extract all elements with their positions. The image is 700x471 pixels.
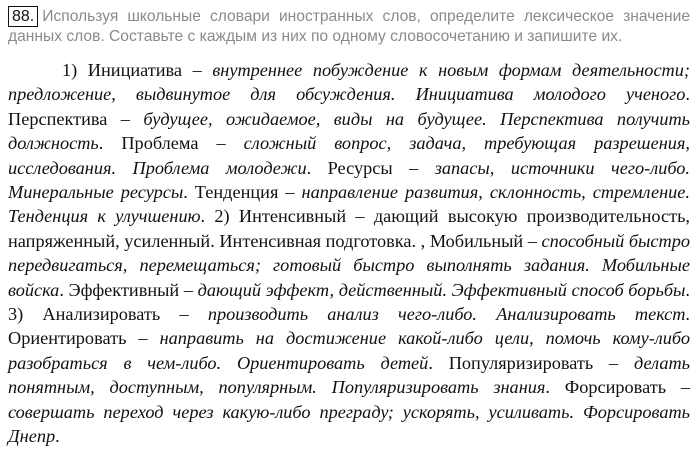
definition-text: сложный вопрос, задача, требующая разрешения, исследования. Проблема молодежи xyxy=(8,133,690,178)
definition-text: дающий эффект, действенный. Эффективный способ борьбы xyxy=(197,279,686,300)
definition-text: делать понятным, доступным, популярным. Популяризировать знания xyxy=(8,352,690,398)
term-text: . Перспектива – xyxy=(8,84,690,129)
definition-text: совершать переход через какую-либо преграду; ускорять, усиливать. Форсировать Днепр xyxy=(8,401,690,447)
definition-text: направление развития, склонность, стремление. Тенденция к улучшению xyxy=(8,182,690,227)
term-text: . Тенденция – xyxy=(183,182,302,203)
task-text: Используя школьные словари иностранных слов, определите лексическое значение данных слов. Составьте с каждым из них по одному словосочетанию и запишите их. xyxy=(8,8,690,45)
term-text: . Ориентировать – xyxy=(8,304,690,349)
definition-text: способный быстро передвигаться, перемещаться; готовый быстро выполнять задания. Мобильные войска xyxy=(8,230,690,300)
term-text: . Эффективный – xyxy=(59,279,198,300)
term-text: . 3) Анализировать – xyxy=(8,279,690,325)
task-statement xyxy=(8,6,690,46)
term-text: . Популяризировать – xyxy=(428,352,634,373)
definition-text: будущее, ожидаемое, виды на будущее. Перспектива получить должность xyxy=(8,108,690,154)
answer-paragraph xyxy=(8,58,690,449)
definition-text: запасы, источники чего-либо. Минеральные ресурсы xyxy=(8,157,690,203)
term-text: . Проблема – xyxy=(98,133,244,154)
definition-text: направить на достижение какой-либо цели, помочь кому-либо разобраться в чем-либо. Ориентировать детей xyxy=(8,328,690,373)
term-text: 1) Инициатива – xyxy=(62,60,213,80)
definition-text: производить анализ чего-либо. Анализировать текст xyxy=(207,304,686,325)
task-number: 88. xyxy=(8,6,38,27)
definition-text: внутреннее побуждение к новым формам деятельности; предложение, выдвинутое для обсуждения. Инициатива молодого ученого xyxy=(8,60,690,105)
term-text: . Форсировать – xyxy=(545,377,690,398)
term-text: . 2) Интенсивный – дающий высокую производительность, напряженный, усиленный. Интенсивная подготовка. , Мобильный – xyxy=(8,206,690,251)
term-text: . Ресурсы – xyxy=(306,157,435,178)
term-text: . xyxy=(55,426,60,447)
